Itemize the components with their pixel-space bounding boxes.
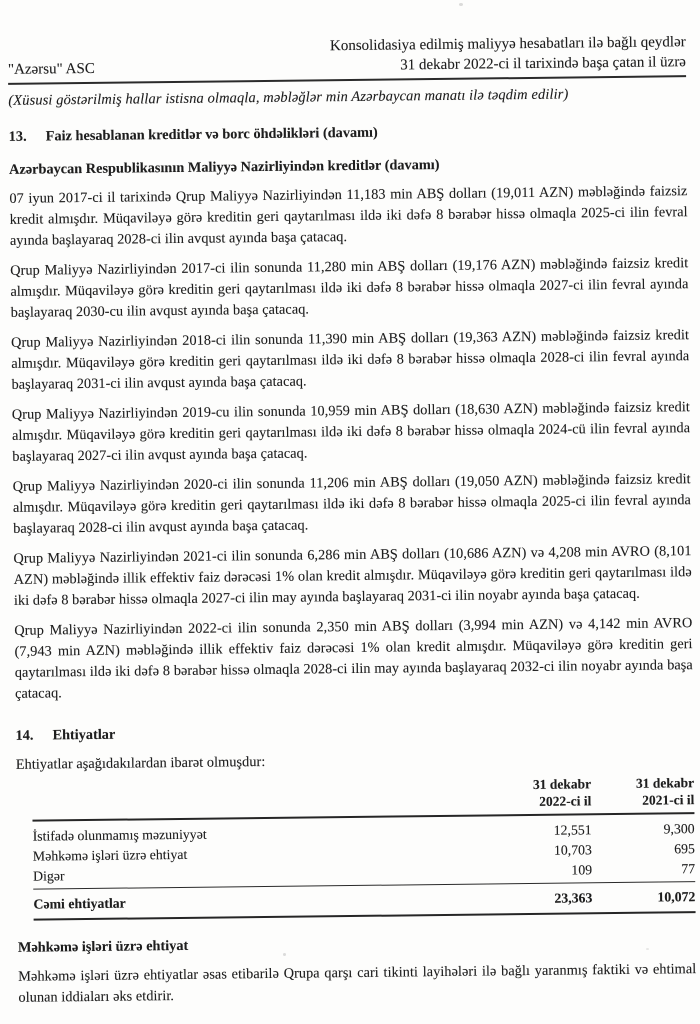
section-13-title: Faiz hesablanan kreditlər və borc öhdəlikləri (davamı) [45,124,378,145]
company-name: "Azərsu" ASC [7,60,95,78]
column-header-2021-line2: 2021-ci il [642,792,695,808]
provisions-intro: Ehtiyatlar aşağıdakılardan ibarət olmuşdur: [15,753,266,773]
column-header-2022-line1: 31 dekabr [532,776,592,792]
row-label: Məhkəmə işləri üzrə ehtiyat [32,846,188,864]
measurement-unit-note: (Xüsusi göstərilmiş hallar istisna olmaqla, məbləğlər min Azərbaycan manatı ilə təqdim edilir) [8,86,569,109]
loan-paragraph-2017-june: 07 iyun 2017-ci il tarixində Qrup Maliyyə Nazirliyindən 11,183 min ABŞ dolları (19,011 AZN) məbləğində faizsiz kredit almışdır. Müqaviləyə görə kreditin geri qaytarılması ildə iki dəfə 8 bərabər hissə olmaqla 2025-ci ilin fevral ayında başlayaraq 2028-ci ilin avqust ayında başa çatacaq. [9,183,688,249]
litigation-provision-heading: Məhkəmə işləri üzrə ehtiyat [17,937,189,956]
total-value-2022: 23,363 [554,890,593,906]
row-value-2021: 695 [674,841,695,857]
document-header [8,32,686,85]
page-content [8,32,697,1009]
report-title [330,32,686,76]
section-13-heading [9,120,687,147]
report-title-line1: Konsolidasiya edilmiş maliyyə hesabatları ilə bağlı qeydlər [329,34,686,55]
loan-paragraph-2017-yearend: Qrup Maliyyə Nazirliyindən 2017-ci ilin sonunda 11,280 min ABŞ dolları (19,176 AZN) məbləğində faizsiz kredit almışdır. Müqaviləyə görə kreditin geri qaytarılması ildə iki dəfə 8 bərabər hissə olmaqla 2027-ci ilin fevral ayında başlayaraq 2030-cu ilin avqust ayında başa çatacaq. [10,255,689,321]
row-value-2022: 10,703 [553,842,592,858]
provisions-table-body [32,814,695,890]
section-13-subheading: Azərbaycan Respublikasının Maliyyə Nazirliyindən kreditlər (davamı) [9,156,440,178]
row-value-2021: 9,300 [663,821,695,837]
litigation-provision-paragraph: Məhkəmə işləri üzrə ehtiyatlar əsas etibarilə Qrupa qarşı cari tikinti layihələri ilə bağlı yaranmış faktiki və ehtimal olunan iddiaları əks etdirir. [18,961,697,1006]
loan-paragraph-2020: Qrup Maliyyə Nazirliyindən 2020-ci ilin sonunda 11,206 min ABŞ dolları (19,050 AZN) məbləğində faizsiz kredit almışdır. Müqaviləyə görə kreditin geri qaytarılması ildə iki dəfə 8 bərabər hissə olmaqla 2025-ci ilin fevral ayında başlayaraq 2028-ci ilin avqust ayında başa çatacaq. [12,471,691,537]
table-header-spacer [32,776,496,815]
loan-paragraph-2018: Qrup Maliyyə Nazirliyindən 2018-ci ilin sonunda 11,390 min ABŞ dolları (19,363 AZN) məbləğində faizsiz kredit almışdır. Müqaviləyə görə kreditin geri qaytarılması ildə iki dəfə 8 bərabər hissə olmaqla 2028-ci ilin fevral ayında başlayaraq 2031-ci ilin avqust ayında başa çatacaq. [10,327,690,393]
loan-paragraph-2022: Qrup Maliyyə Nazirliyindən 2022-ci ilin sonunda 2,350 min ABŞ dolları (3,994 min AZN) və 4,142 min AVRO (7,943 min AZN) məbləğində illik effektiv faiz dərəcəsi 1% olan kredit almışdır. Müqaviləyə görə kreditin geri qaytarılması ildə iki dəfə 8 bərabər hissə olmaqla 2028-ci ilin may ayında başlayaraq 2032-ci ilin noyabr ayında başa çatacaq. [14,615,693,702]
section-14-title: Ehtiyatlar [52,726,116,744]
row-value-2022: 12,551 [553,822,592,838]
loan-paragraph-2019: Qrup Maliyyə Nazirliyindən 2019-cu ilin sonunda 10,959 min ABŞ dolları (18,630 AZN) məbləğində faizsiz kredit almışdır. Müqaviləyə görə kreditin geri qaytarılması ildə iki dəfə 8 bərabər hissə olmaqla 2024-cü ilin fevral ayında başlayaraq 2027-ci ilin avqust ayında başa çatacaq. [11,399,691,465]
section-14-heading [15,719,693,746]
column-header-2022 [496,775,591,810]
section-14-number: 14. [15,727,34,744]
provisions-table [32,774,696,921]
row-value-2022: 109 [571,862,593,878]
row-label: İstifadə olunmamış məzuniyyət [32,826,207,844]
total-label: Cəmi ehtiyatlar [33,895,126,912]
column-header-2021 [591,774,694,809]
total-value-2021: 10,072 [657,889,696,905]
row-value-2021: 77 [681,861,696,877]
section-13-number: 13. [8,128,27,145]
scan-speck [459,3,463,6]
row-label: Digər [33,868,65,884]
column-header-2021-line1: 31 dekabr [635,775,695,791]
table-total-row [33,882,695,921]
report-title-line2: 31 dekabr 2022-ci il tarixində başa çatan il üzrə [400,54,687,74]
column-header-2022-line2: 2022-ci il [539,793,592,809]
loan-paragraph-2021: Qrup Maliyyə Nazirliyindən 2021-ci ilin sonunda 6,286 min ABŞ dolları (10,686 AZN) və 4,208 min AVRO (8,101 AZN) məbləğində illik effektiv faiz dərəcəsi 1% olan kredit almışdır. Müqaviləyə görə kreditin geri qaytarılması ildə iki dəfə 8 bərabər hissə olmaqla 2027-ci ilin may ayında başlayaraq 2031-ci ilin noyabr ayında başa çatacaq. [13,543,692,609]
